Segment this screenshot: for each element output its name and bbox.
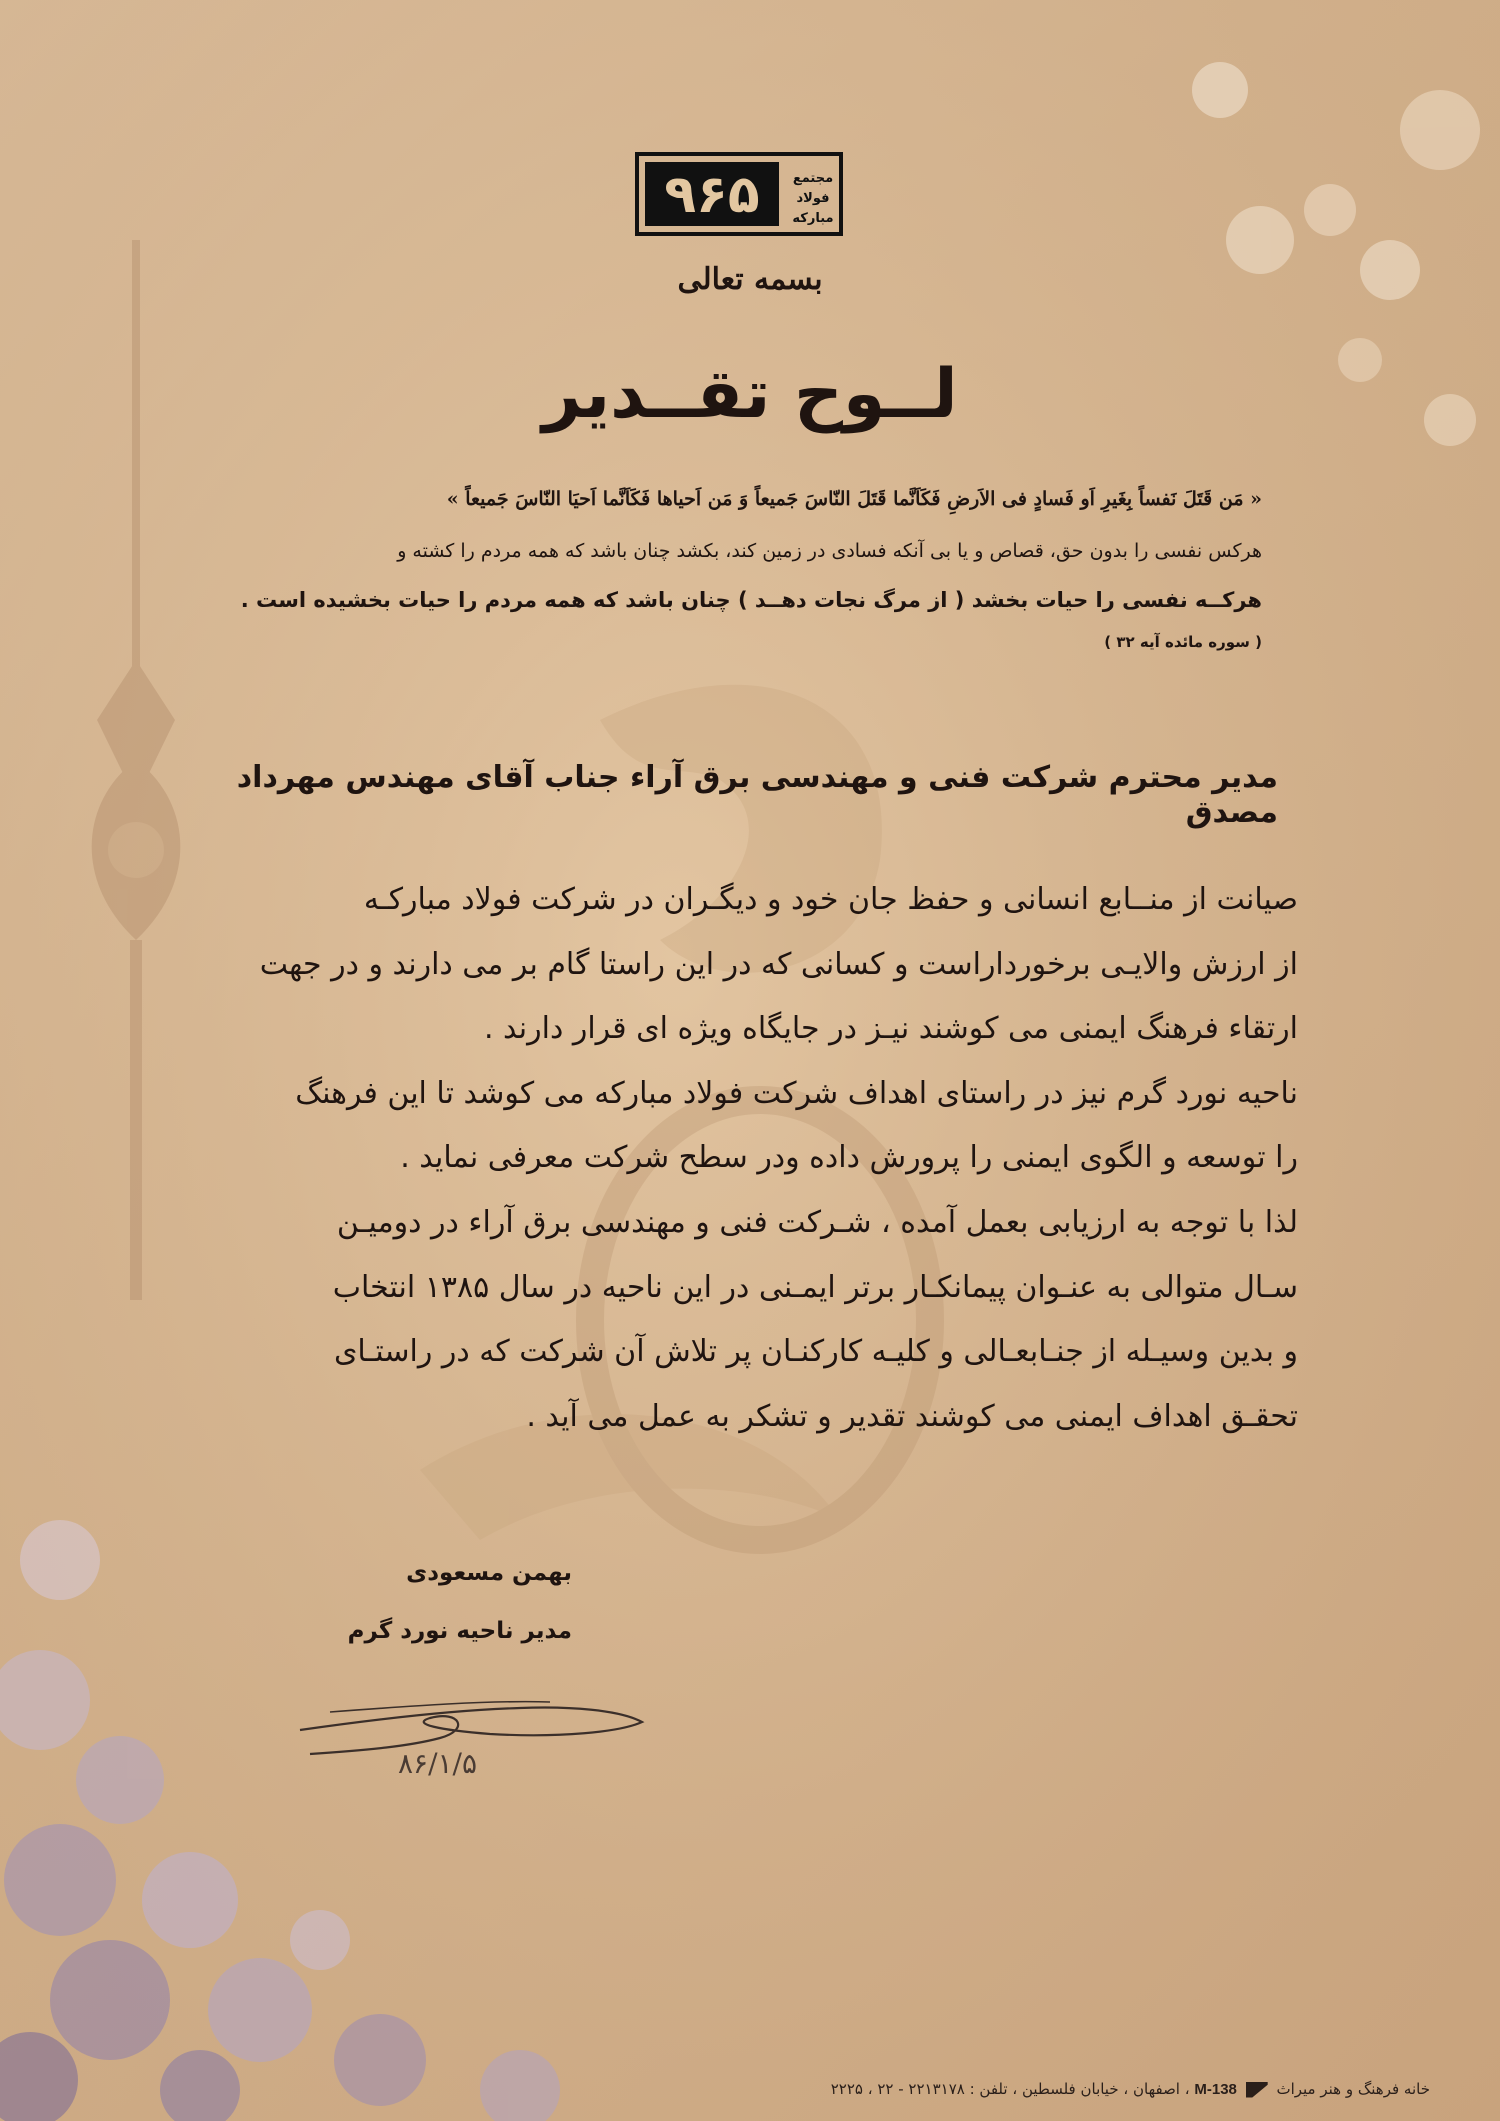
company-logo [635,152,843,236]
body-line: تحقـق اهداف ایمنی می کوشند تقدیر و تشکر به عمل می آید . [526,1398,1298,1434]
handwritten-signature [290,1680,650,1810]
publisher-mark-icon [1246,2082,1268,2098]
svg-text:فولاد: فولاد [796,191,830,206]
body-line: ارتقاء فرهنگ ایمنی می کوشند نیـز در جایگاه ویژه ای قرار دارند . [483,1011,1298,1047]
quran-verse: « مَن قَتَلَ نَفساً بِغَیرِ اَو فَسادٍ فی الاَرضِ فَکَاَنَّما قَتَلَ النّاسَ جَمیعاً وَ مَن اَحیاها فَکَاَنَّما اَحیَا النّاسَ جَمیعاً » [446,488,1262,510]
basmala-heading: بسمه تعالی [677,262,823,297]
verse-source: ( سوره مائده آیه ۳۲ ) [1104,633,1262,651]
signer-name: بهمن مسعودی [406,1560,572,1586]
body-line: سـال متوالی به عنـوان پیمانکـار برتر ایمـنی در این ناحیه در سال ۱۳۸۵ انتخاب [332,1269,1298,1305]
certificate-body [208,868,1298,1449]
signer-role: مدیر ناحیه نورد گرم [347,1618,572,1644]
publisher-name: خانه فرهنگ و هنر میراث [1276,2080,1430,2098]
verse-translation-line-1: هرکس نفسی را بدون حق، قصاص و یا بی آنکه فسادی در زمین کند، بکشد چنان باشد که همه مردم را کشته و [397,540,1262,562]
svg-text:۹۶۵: ۹۶۵ [664,165,760,225]
verse-translation-line-2: هرکــه نفسی را حیات بخشد ( از مرگ نجات دهــد ) چنان باشد که همه مردم را حیات بخشیده است . [240,588,1262,612]
signature-date: ۸۶/۱/۵ [398,1747,478,1780]
publisher-address: ، اصفهان ، خیابان فلسطین ، تلفن : ۲۲۱۳۱۷۸ - ۲۲ ، ۲۲۲۵ [830,2080,1190,2098]
body-line: لذا با توجه به ارزیابی بعمل آمده ، شـرکت فنی و مهندسی برق آراء در دومیـن [336,1204,1298,1240]
publisher-footer [831,2080,1430,2098]
body-line: ناحیه نورد گرم نیز در راستای اهداف شرکت فولاد مبارکه می کوشد تا این فرهنگ [295,1075,1298,1111]
svg-text:مبارکه: مبارکه [792,211,834,226]
publisher-code: M-138 [1194,2081,1237,2098]
addressee-line: مدیر محترم شرکت فنی و مهندسی برق آراء جناب آقای مهندس مهرداد مصدق [236,760,1278,830]
body-line: از ارزش والایـی برخورداراست و کسانی که در این راستا گام بر می دارند و در جهت [259,946,1298,982]
body-line: را توسعه و الگوی ایمنی را پرورش داده ودر سطح شرکت معرفی نماید . [400,1140,1298,1176]
svg-text:مجتمع: مجتمع [792,171,834,186]
certificate-title: لــوح تقــدیر [542,355,958,434]
body-line: و بدین وسیـله از جنـابعـالی و کلیـه کارکنـان پر تلاش آن شرکت که در راستـای [333,1334,1298,1370]
body-line: صیانت از منــابع انسانی و حفظ جان خود و دیگـران در شرکت فولاد مبارکـه [363,882,1298,917]
